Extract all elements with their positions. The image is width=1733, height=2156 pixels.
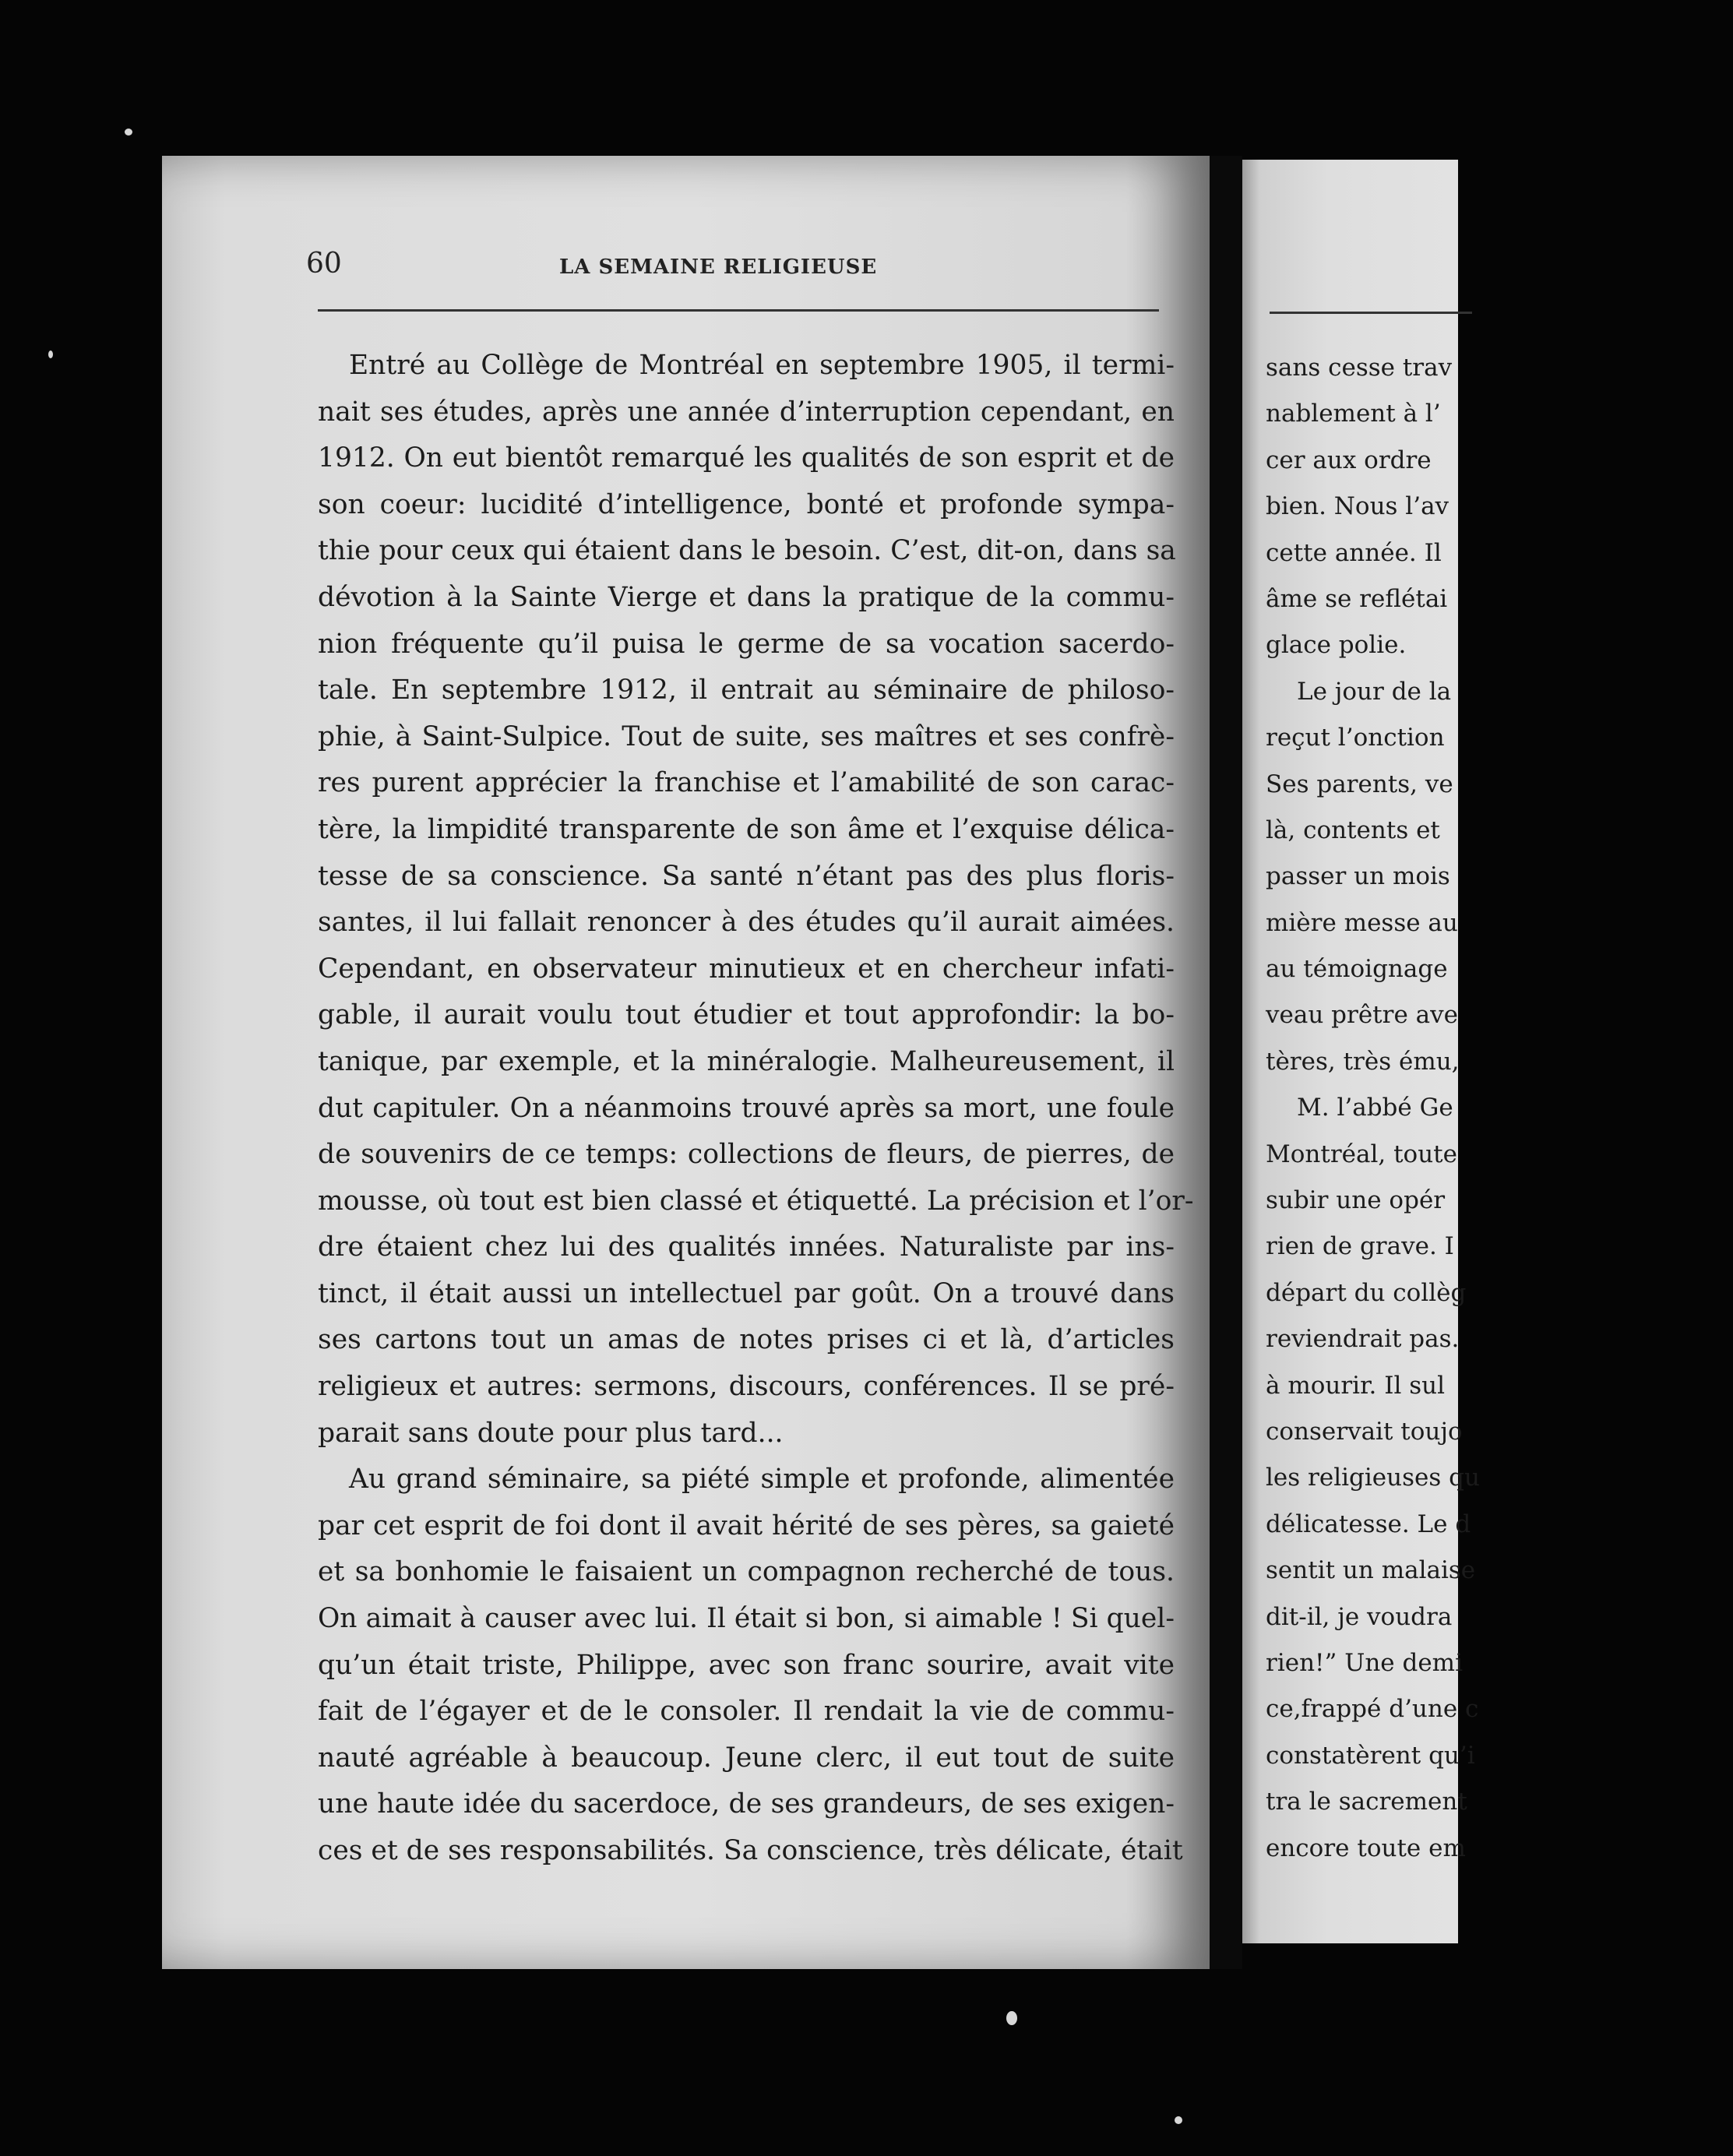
text-line: mière messe au xyxy=(1266,908,1458,937)
right-header-rule xyxy=(1270,312,1472,314)
text-line: sans cesse trav xyxy=(1266,354,1453,382)
text-line: reviendrait pas. xyxy=(1266,1325,1460,1354)
text-line: parait sans doute pour plus tard... xyxy=(318,1417,784,1449)
right-body-text xyxy=(1266,345,1733,1872)
text-line: veau prêtre ave xyxy=(1266,1001,1458,1030)
text-line: Montréal, toute xyxy=(1266,1140,1457,1168)
text-line: par cet esprit de foi dont il avait hérité de ses pères, sa gaieté xyxy=(318,1510,1175,1541)
text-line: rien!” Une demi xyxy=(1266,1648,1463,1677)
text-line: les religieuses qu xyxy=(1266,1464,1480,1492)
text-line: nablement à l’ xyxy=(1266,400,1441,428)
text-line: dévotion à la Sainte Vierge et dans la pratique de la commu- xyxy=(318,581,1175,613)
text-line: ces et de ses responsabilités. Sa conscience, très délicate, était xyxy=(318,1835,1183,1866)
book-gutter xyxy=(1210,156,1242,1969)
running-head: LA SEMAINE RELIGIEUSE xyxy=(559,255,878,279)
text-line: gable, il aurait voulu tout étudier et tout approfondir: la bo- xyxy=(318,999,1175,1031)
text-line: dre étaient chez lui des qualités innées. Naturaliste par ins- xyxy=(318,1231,1175,1263)
text-line: tinct, il était aussi un intellectuel par goût. On a trouvé dans xyxy=(318,1277,1175,1309)
right-page xyxy=(1242,160,1480,1943)
text-line: tra le sacrement xyxy=(1266,1788,1467,1816)
text-line: res purent apprécier la franchise et l’amabilité de son carac- xyxy=(318,767,1175,799)
text-line: cette année. Il xyxy=(1266,538,1442,567)
text-line: nait ses études, après une année d’interruption cependant, en xyxy=(318,396,1175,428)
text-line: nauté agréable à beaucoup. Jeune clerc, il eut tout de suite xyxy=(318,1742,1175,1774)
text-line: qu’un était triste, Philippe, avec son franc sourire, avait vite xyxy=(318,1649,1175,1681)
text-line: Cependant, en observateur minutieux et en chercheur infati- xyxy=(318,953,1175,985)
text-line: conservait toujo xyxy=(1266,1417,1463,1446)
text-line: une haute idée du sacerdoce, de ses grandeurs, de ses exigen- xyxy=(318,1788,1175,1820)
text-line: religieux et autres: sermons, discours, conférences. Il se pré- xyxy=(318,1371,1175,1403)
paragraph xyxy=(318,343,1194,1457)
text-line: tère, la limpidité transparente de son âme et l’exquise délica- xyxy=(318,813,1175,845)
text-line: thie pour ceux qui étaient dans le besoin. C’est, dit-on, dans sa xyxy=(318,535,1176,567)
left-page xyxy=(162,156,1210,1969)
body-text xyxy=(318,343,1194,1875)
text-line: et sa bonhomie le faisaient un compagnon recherché de tous. xyxy=(318,1556,1175,1588)
text-line: encore toute em xyxy=(1266,1834,1466,1862)
text-line: passer un mois xyxy=(1266,862,1450,891)
text-line: phie, à Saint-Sulpice. Tout de suite, ses maîtres et ses confrè- xyxy=(318,720,1175,752)
page-number: 60 xyxy=(306,248,342,280)
text-line: On aimait à causer avec lui. Il était si bon, si aimable ! Si quel- xyxy=(318,1603,1175,1635)
text-line: mousse, où tout est bien classé et étiquetté. La précision et l’or- xyxy=(318,1185,1194,1217)
text-line: au témoignage xyxy=(1266,955,1448,984)
text-line: 1912. On eut bientôt remarqué les qualités de son esprit et de xyxy=(318,442,1175,474)
text-line: glace polie. xyxy=(1266,631,1407,660)
text-line: tesse de sa conscience. Sa santé n’étant pas des plus floris- xyxy=(318,860,1175,892)
text-line: reçut l’onction xyxy=(1266,724,1445,752)
text-line: Au grand séminaire, sa piété simple et profonde, alimentée xyxy=(349,1464,1175,1495)
text-line: départ du collèg xyxy=(1266,1278,1467,1307)
text-line: âme se reflétai xyxy=(1266,584,1448,613)
text-line: à mourir. Il sul xyxy=(1266,1371,1446,1400)
text-line: santes, il lui fallait renoncer à des études qu’il aurait aimées. xyxy=(318,907,1175,939)
text-line: de souvenirs de ce temps: collections de fleurs, de pierres, de xyxy=(318,1139,1175,1171)
text-line: tale. En septembre 1912, il entrait au séminaire de philoso- xyxy=(318,675,1175,706)
text-line: Ses parents, ve xyxy=(1266,770,1453,798)
text-line: délicatesse. Le d xyxy=(1266,1510,1471,1538)
header-rule xyxy=(318,309,1159,312)
text-line: cer aux ordre xyxy=(1266,446,1432,474)
text-line: nion fréquente qu’il puisa le germe de sa vocation sacerdo- xyxy=(318,628,1175,660)
text-line: sentit un malaise xyxy=(1266,1556,1476,1585)
text-line: fait de l’égayer et de le consoler. Il rendait la vie de commu- xyxy=(318,1696,1175,1728)
text-line: son coeur: lucidité d’intelligence, bonté et profonde sympa- xyxy=(318,488,1175,520)
text-line: constatèrent qu’i xyxy=(1266,1741,1475,1770)
text-line: dit-il, je voudra xyxy=(1266,1602,1453,1631)
paragraph xyxy=(318,1457,1183,1874)
text-line: M. l’abbé Ge xyxy=(1297,1094,1453,1122)
text-line: là, contents et xyxy=(1266,816,1440,844)
text-line: dut capituler. On a néanmoins trouvé après sa mort, une foule xyxy=(318,1092,1175,1124)
text-line: rien de grave. I xyxy=(1266,1232,1454,1261)
page-header xyxy=(306,248,1163,294)
text-line: subir une opér xyxy=(1266,1186,1446,1215)
text-line: Le jour de la xyxy=(1297,677,1452,706)
text-line: tanique, par exemple, et la minéralogie. Malheureusement, il xyxy=(318,1045,1175,1077)
text-line: ce,frappé d’une c xyxy=(1266,1695,1479,1724)
text-line: tères, très ému, xyxy=(1266,1047,1460,1076)
text-line: bien. Nous l’av xyxy=(1266,492,1449,521)
text-line: ses cartons tout un amas de notes prises ci et là, d’articles xyxy=(318,1324,1175,1356)
text-line: Entré au Collège de Montréal en septembre 1905, il termi- xyxy=(349,350,1175,381)
